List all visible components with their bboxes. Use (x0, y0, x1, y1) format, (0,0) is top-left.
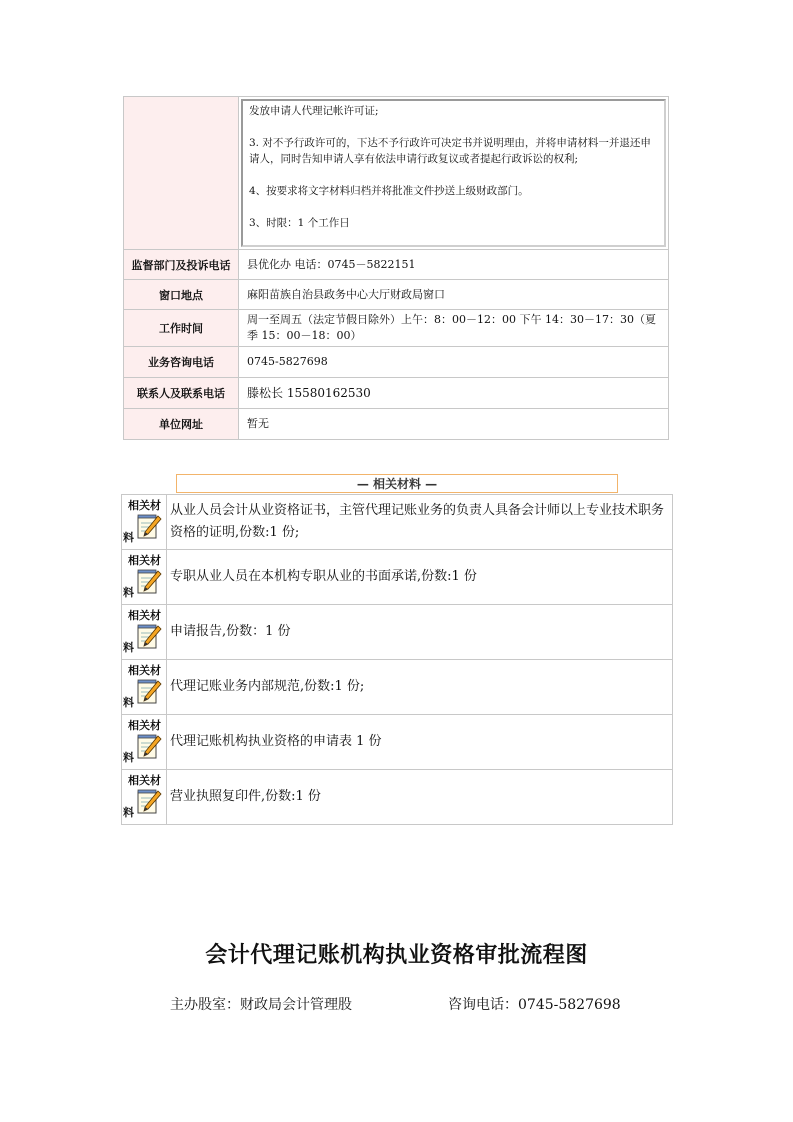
material-row (122, 550, 673, 605)
notepad-pencil-icon (136, 512, 162, 540)
supervision-label: 监督部门及投诉电话 (124, 250, 239, 280)
material-row (122, 660, 673, 715)
material-item-text: 代理记账业务内部规范,份数:1 份; (167, 660, 673, 715)
material-row (122, 715, 673, 770)
material-label-cell (122, 495, 167, 550)
material-row (122, 770, 673, 825)
procedure-line: 3. 对不予行政许可的，下达不予行政许可决定书并说明理由，并将申请材料一并退还申请人，同时告知申请人享有依法申请行政复议或者提起行政诉讼的权利; (249, 137, 651, 165)
website-label: 单位网址 (124, 409, 239, 440)
material-label-cell (122, 770, 167, 825)
notepad-pencil-icon (136, 732, 162, 760)
material-label-cell (122, 715, 167, 770)
material-label-bottom: 料 (123, 586, 134, 599)
material-label-cell (122, 550, 167, 605)
consult-phone: 咨询电话：0745-5827698 (448, 997, 621, 1013)
material-item-text: 代理记账机构执业资格的申请表 1 份 (167, 715, 673, 770)
material-item-text: 从业人员会计从业资格证书，主管代理记账业务的负责人具备会计师以上专业技术职务资格的证明,份数:1 份; (167, 495, 673, 550)
material-label-top: 相关材 (128, 774, 161, 787)
material-label-top: 相关材 (128, 499, 161, 512)
flow-chart-title: 会计代理记账机构执业资格审批流程图 (205, 943, 588, 968)
material-label-bottom: 料 (123, 806, 134, 819)
material-label-cell (122, 660, 167, 715)
material-item-text: 营业执照复印件,份数:1 份 (167, 770, 673, 825)
procedure-textbox[interactable] (241, 99, 666, 247)
procedure-label-cell (124, 97, 239, 250)
material-item-text: 申请报告,份数：1 份 (167, 605, 673, 660)
working-hours-value: 周一至周五（法定节假日除外）上午：8：00－12：00 下午 14：30－17：30（夏季 15：00－18：00） (239, 310, 669, 347)
window-location-value: 麻阳苗族自治县政务中心大厅财政局窗口 (239, 280, 669, 310)
material-row (122, 495, 673, 550)
materials-table (121, 494, 673, 825)
procedure-line: 发放申请人代理记帐许可证; (249, 105, 379, 117)
notepad-pencil-icon (136, 677, 162, 705)
materials-header: — 相关材料 — (176, 474, 618, 493)
material-label-bottom: 料 (123, 751, 134, 764)
material-item-text: 专职从业人员在本机构专职从业的书面承诺,份数:1 份 (167, 550, 673, 605)
procedure-line: 3、时限：1 个工作日 (249, 217, 350, 229)
material-label-bottom: 料 (123, 531, 134, 544)
working-hours-label: 工作时间 (124, 310, 239, 347)
procedure-line: 4、按要求将文字材料归档并将批准文件抄送上级财政部门。 (249, 185, 529, 197)
procedure-cell (239, 97, 669, 250)
window-location-label: 窗口地点 (124, 280, 239, 310)
service-info-table (123, 96, 669, 440)
website-value: 暂无 (239, 409, 669, 440)
supervision-value: 县优化办 电话：0745－5822151 (239, 250, 669, 280)
contact-label: 联系人及联系电话 (124, 378, 239, 409)
material-label-cell (122, 605, 167, 660)
contact-value: 滕松长 15580162530 (239, 378, 669, 409)
notepad-pencil-icon (136, 787, 162, 815)
consult-phone-label: 业务咨询电话 (124, 347, 239, 378)
material-label-top: 相关材 (128, 664, 161, 677)
material-label-top: 相关材 (128, 719, 161, 732)
material-label-top: 相关材 (128, 609, 161, 622)
material-label-top: 相关材 (128, 554, 161, 567)
material-row (122, 605, 673, 660)
notepad-pencil-icon (136, 567, 162, 595)
host-department: 主办股室：财政局会计管理股 (170, 997, 352, 1013)
consult-phone-value: 0745-5827698 (239, 347, 669, 378)
material-label-bottom: 料 (123, 641, 134, 654)
material-label-bottom: 料 (123, 696, 134, 709)
notepad-pencil-icon (136, 622, 162, 650)
